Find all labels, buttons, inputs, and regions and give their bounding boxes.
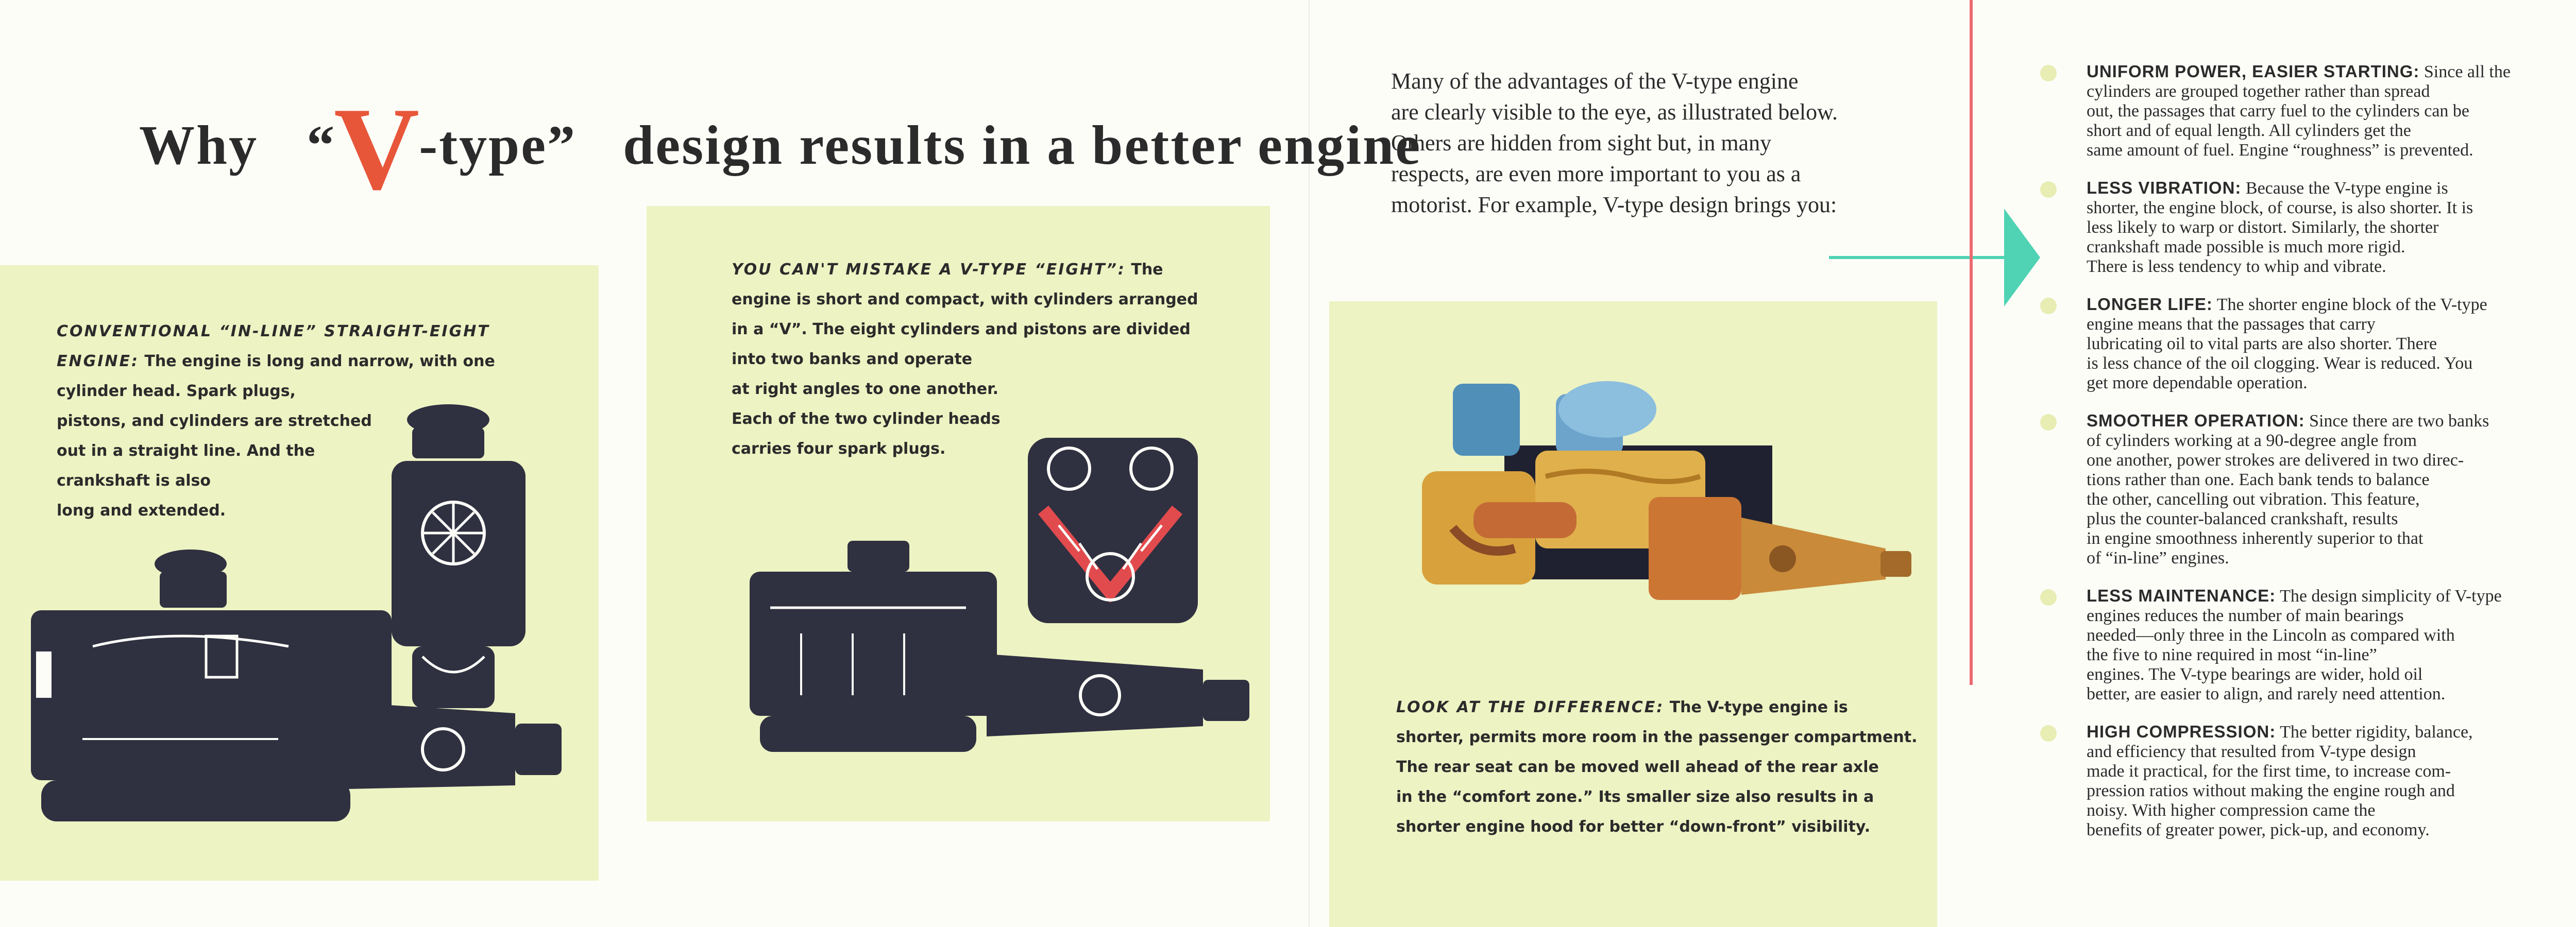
- benefit-line: benefits of greater power, pick-up, and economy.: [2087, 820, 2430, 839]
- benefits-list: [2040, 62, 2576, 858]
- benefit-line: There is less tendency to whip and vibrate.: [2087, 257, 2386, 276]
- title-type: -type”: [419, 115, 577, 176]
- benefit-line: noisy. With higher compression came the: [2087, 801, 2376, 820]
- benefit-line: and efficiency that resulted from V-type design: [2087, 742, 2416, 761]
- benefit-line: shorter, the engine block, of course, is also shorter. It is: [2087, 198, 2473, 217]
- benefit-line: less likely to warp or distort. Similarly, the shorter: [2087, 218, 2439, 237]
- benefit-line: engines. The V-type bearings are wider, hold oil: [2087, 665, 2423, 684]
- benefit-line: is less chance of the oil clogging. Wear is reduced. You: [2087, 354, 2473, 373]
- caption-line: shorter engine hood for better “down-front” visibility.: [1396, 818, 1871, 836]
- caption-line: pistons, and cylinders are stretched: [57, 412, 372, 430]
- bullet-dot-icon: [2040, 725, 2057, 742]
- benefit-line: needed—only three in the Lincoln as compared with: [2087, 626, 2455, 645]
- title-v-letter: V: [334, 83, 421, 214]
- title-open-quote: “: [307, 115, 336, 176]
- caption-line: into two banks and operate: [732, 350, 973, 368]
- caption-lead: CONVENTIONAL “IN-LINE” STRAIGHT-EIGHT ENGINE:: [57, 322, 490, 370]
- caption-line: out in a straight line. And the: [57, 442, 315, 460]
- title-why: Why: [139, 115, 259, 176]
- benefit-line: the five to nine required in most “in-line”: [2087, 645, 2377, 664]
- caption-line: The: [1125, 261, 1163, 279]
- benefit-item: [2040, 295, 2576, 393]
- title-rest: design results in a better engine: [623, 115, 1422, 176]
- caption-line: The V-type engine is: [1664, 698, 1848, 716]
- inline-engine-side-illustration: [21, 543, 577, 863]
- benefit-line: get more dependable operation.: [2087, 373, 2308, 392]
- benefit-line: tions rather than one. Each bank tends to balance: [2087, 470, 2430, 489]
- bullet-dot-icon: [2040, 298, 2057, 314]
- intro-line: are clearly visible to the eye, as illustrated below.: [1391, 99, 1838, 125]
- intro-line: Others are hidden from sight but, in many: [1391, 130, 1772, 156]
- caption-line: Each of the two cylinder heads: [732, 410, 1001, 428]
- benefit-item: [2040, 586, 2576, 704]
- caption-line: The rear seat can be moved well ahead of the rear axle: [1396, 758, 1879, 776]
- caption-line: in a “V”. The eight cylinders and pistons are divided: [732, 320, 1191, 338]
- benefit-line: Since there are two banks: [2304, 411, 2489, 431]
- benefit-item: [2040, 178, 2576, 277]
- caption-line: carries four spark plugs.: [732, 440, 946, 458]
- benefit-heading: HIGH COMPRESSION:: [2087, 722, 2276, 741]
- bullet-dot-icon: [2040, 181, 2057, 198]
- caption-line: at right angles to one another.: [732, 380, 999, 398]
- benefit-line: of “in-line” engines.: [2087, 548, 2229, 568]
- benefit-line: engine means that the passages that carry: [2087, 315, 2376, 334]
- benefit-line: The design simplicity of V-type: [2276, 587, 2502, 606]
- benefit-heading: UNIFORM POWER, EASIER STARTING:: [2087, 62, 2420, 81]
- caption-line: shorter, permits more room in the passenger compartment.: [1396, 728, 1918, 746]
- benefit-line: The better rigidity, balance,: [2276, 723, 2473, 742]
- vtype-engine-panel: [647, 206, 1270, 821]
- benefit-heading: LESS VIBRATION:: [2087, 178, 2242, 197]
- teal-arrow-icon: [1829, 209, 2045, 312]
- lincoln-engine-caption: [1396, 693, 1927, 842]
- benefit-line: plus the counter-balanced crankshaft, results: [2087, 509, 2398, 528]
- benefit-line: engines reduces the number of main bearings: [2087, 606, 2404, 625]
- caption-line: The engine is long and narrow, with one: [139, 352, 495, 370]
- intro-line: respects, are even more important to you as a: [1391, 161, 1801, 186]
- bullet-dot-icon: [2040, 65, 2057, 81]
- benefit-line: Because the V-type engine is: [2241, 179, 2448, 198]
- bullet-dot-icon: [2040, 589, 2057, 606]
- caption-lead: LOOK AT THE DIFFERENCE:: [1396, 698, 1665, 716]
- benefit-line: one another, power strokes are delivered in two direc-: [2087, 451, 2464, 470]
- red-vertical-rule: [1970, 0, 1973, 685]
- benefit-item: [2040, 62, 2576, 160]
- lincoln-v-engine-illustration: [1391, 363, 1917, 651]
- benefit-heading: LESS MAINTENANCE:: [2087, 586, 2276, 605]
- benefit-line: the other, cancelling out vibration. This feature,: [2087, 490, 2420, 509]
- benefit-line: of cylinders working at a 90-degree angle from: [2087, 431, 2417, 450]
- bullet-dot-icon: [2040, 414, 2057, 431]
- benefit-line: The shorter engine block of the V-type: [2212, 295, 2487, 314]
- benefit-heading: SMOOTHER OPERATION:: [2087, 411, 2305, 430]
- page-title: [139, 82, 1422, 214]
- inline-engine-panel: [0, 265, 599, 881]
- caption-line: long and extended.: [57, 502, 226, 520]
- benefit-line: in engine smoothness inherently superior to that: [2087, 529, 2424, 548]
- vtype-engine-side-illustration: [739, 530, 1265, 798]
- intro-line: motorist. For example, V-type design brings you:: [1391, 192, 1837, 217]
- caption-lead: YOU CAN'T MISTAKE A V-TYPE “EIGHT”:: [732, 261, 1126, 279]
- benefit-item: [2040, 411, 2576, 568]
- benefit-line: lubricating oil to vital parts are also shorter. There: [2087, 334, 2437, 353]
- caption-line: cylinder head. Spark plugs,: [57, 382, 296, 400]
- benefit-line: same amount of fuel. Engine “roughness” is prevented.: [2087, 141, 2473, 160]
- caption-line: in the “comfort zone.” Its smaller size also results in a: [1396, 788, 1874, 806]
- intro-line: Many of the advantages of the V-type engine: [1391, 68, 1799, 94]
- benefit-heading: LONGER LIFE:: [2087, 295, 2213, 314]
- caption-line: engine is short and compact, with cylinders arranged: [732, 290, 1198, 308]
- benefit-line: Since all the: [2419, 62, 2511, 81]
- benefit-line: short and of equal length. All cylinders get the: [2087, 121, 2411, 140]
- caption-line: crankshaft is also: [57, 472, 211, 490]
- benefit-line: out, the passages that carry fuel to the cylinders can be: [2087, 101, 2470, 121]
- benefit-line: crankshaft made possible is much more rigid.: [2087, 237, 2405, 256]
- benefit-line: cylinders are grouped together rather than spread: [2087, 82, 2430, 101]
- benefit-line: made it practical, for the first time, to increase com-: [2087, 762, 2451, 781]
- benefit-line: pression ratios without making the engine rough and: [2087, 781, 2455, 800]
- benefit-line: better, are easier to align, and rarely need attention.: [2087, 684, 2446, 703]
- lincoln-engine-panel: [1329, 301, 1937, 927]
- intro-paragraph: [1391, 66, 1958, 220]
- benefit-item: [2040, 722, 2576, 840]
